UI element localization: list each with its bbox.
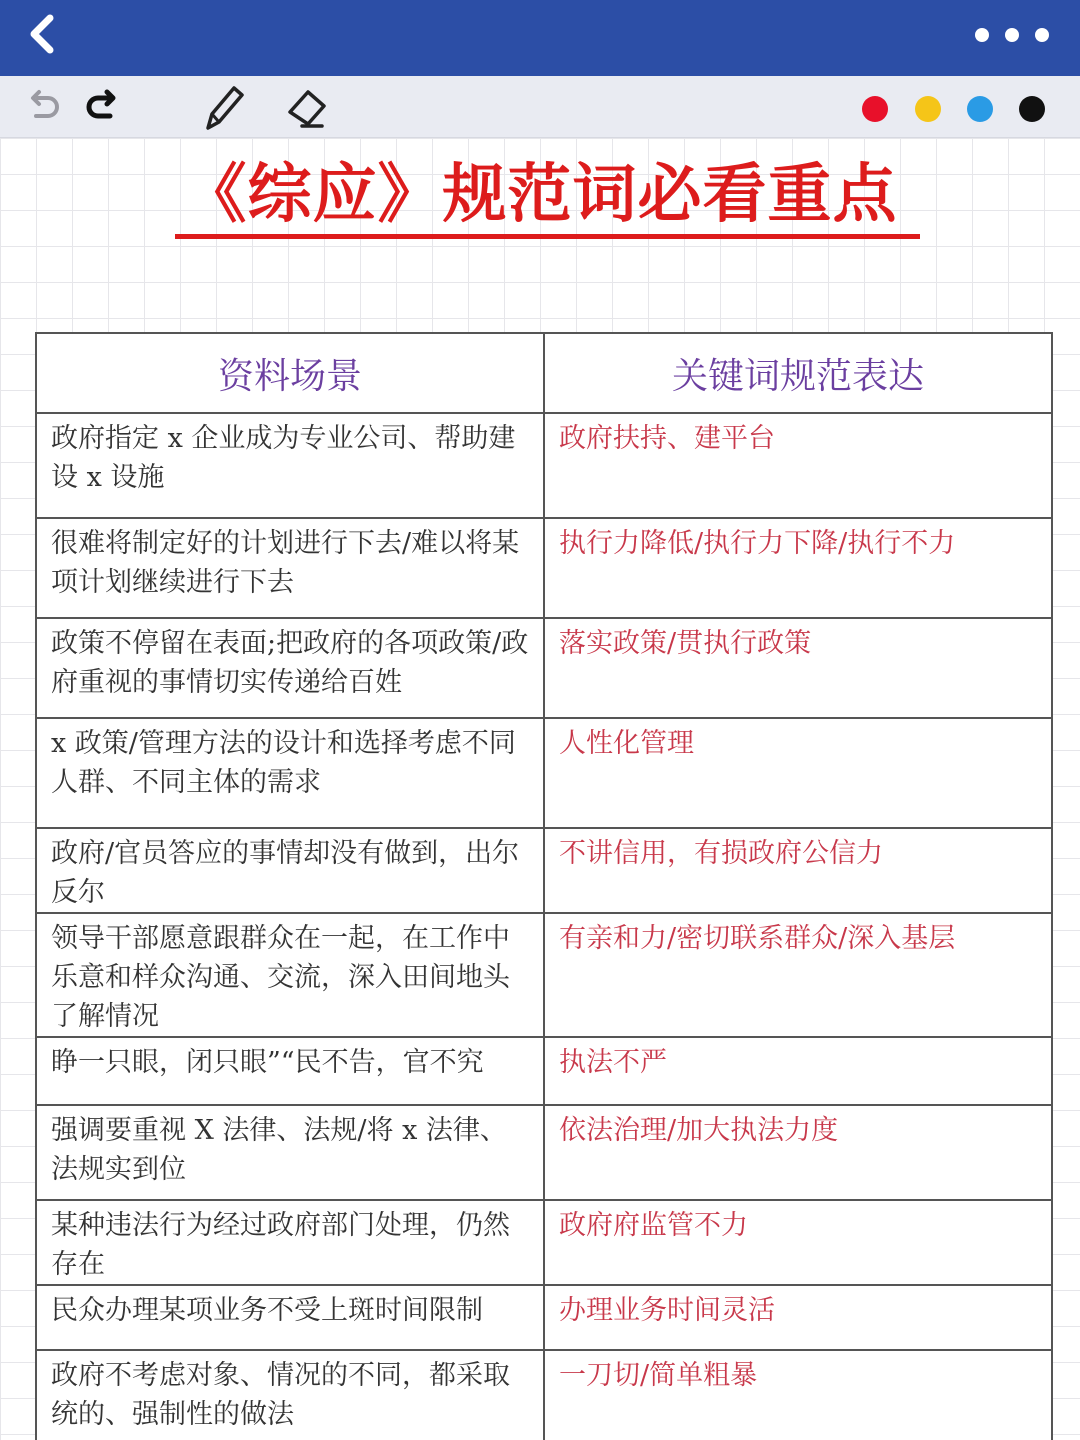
header-expression: 关键词规范表达: [544, 333, 1052, 413]
table-row: [36, 718, 1052, 828]
keyword-table: [35, 332, 1053, 1440]
expression-cell: 政府扶持、建平台: [544, 413, 1052, 518]
chevron-left-icon[interactable]: [20, 10, 68, 58]
table-row: [36, 618, 1052, 718]
table-header-row: [36, 333, 1052, 413]
scene-cell: 领导干部愿意跟群众在一起，在工作中乐意和样众沟通、交流，深入田间地头了解情况: [36, 913, 544, 1037]
scene-cell: 很难将制定好的计划进行下去/难以将某项计划继续进行下去: [36, 518, 544, 618]
color-red-swatch[interactable]: [862, 96, 888, 122]
scene-cell: 政府/官员答应的事情却没有做到，出尔反尔: [36, 828, 544, 913]
scene-cell: x 政策/管理方法的设计和选择考虑不同人群、不同主体的需求: [36, 718, 544, 828]
scene-cell: 政策不停留在表面;把政府的各项政策/政府重视的事情切实传递给百姓: [36, 618, 544, 718]
header-scene: 资料场景: [36, 333, 544, 413]
scene-cell: 政府不考虑对象、情况的不同，都采取统的、强制性的做法: [36, 1350, 544, 1440]
scene-cell: 睁一只眼，闭只眼”“民不告，官不究: [36, 1037, 544, 1105]
expression-cell: 落实政策/贯执行政策: [544, 618, 1052, 718]
table-row: [36, 1285, 1052, 1350]
table-row: [36, 1037, 1052, 1105]
color-black-swatch[interactable]: [1019, 96, 1045, 122]
pencil-icon[interactable]: [198, 82, 248, 134]
expression-cell: 政府府监管不力: [544, 1200, 1052, 1285]
color-yellow-swatch[interactable]: [915, 96, 941, 122]
expression-cell: 办理业务时间灵活: [544, 1285, 1052, 1350]
expression-cell: 一刀切/简单粗暴: [544, 1350, 1052, 1440]
table-row: [36, 828, 1052, 913]
scene-cell: 某种违法行为经过政府部门处理，仍然存在: [36, 1200, 544, 1285]
table-row: [36, 1350, 1052, 1440]
expression-cell: 有亲和力/密切联系群众/深入基层: [544, 913, 1052, 1037]
expression-cell: 人性化管理: [544, 718, 1052, 828]
page-title: 《综应》规范词必看重点: [182, 157, 898, 232]
table-row: [36, 518, 1052, 618]
eraser-icon[interactable]: [282, 82, 332, 134]
color-blue-swatch[interactable]: [967, 96, 993, 122]
scene-cell: 民众办理某项业务不受上斑时间限制: [36, 1285, 544, 1350]
more-dots-icon[interactable]: [970, 14, 1054, 56]
expression-cell: 执行力降低/执行力下降/执行不力: [544, 518, 1052, 618]
table-row: [36, 413, 1052, 518]
expression-cell: 依法治理/加大执法力度: [544, 1105, 1052, 1200]
undo-icon[interactable]: [22, 86, 66, 130]
table-row: [36, 1105, 1052, 1200]
drawing-toolbar: [0, 76, 1080, 138]
expression-cell: 不讲信用，有损政府公信力: [544, 828, 1052, 913]
table-row: [36, 913, 1052, 1037]
top-nav-bar: [0, 0, 1080, 76]
scene-cell: 政府指定 x 企业成为专业公司、帮助建设 x 设施: [36, 413, 544, 518]
expression-cell: 执法不严: [544, 1037, 1052, 1105]
table-row: [36, 1200, 1052, 1285]
title-underline: [175, 234, 920, 239]
redo-icon[interactable]: [80, 86, 124, 130]
scene-cell: 强调要重视 X 法律、法规/将 x 法律、法规实到位: [36, 1105, 544, 1200]
